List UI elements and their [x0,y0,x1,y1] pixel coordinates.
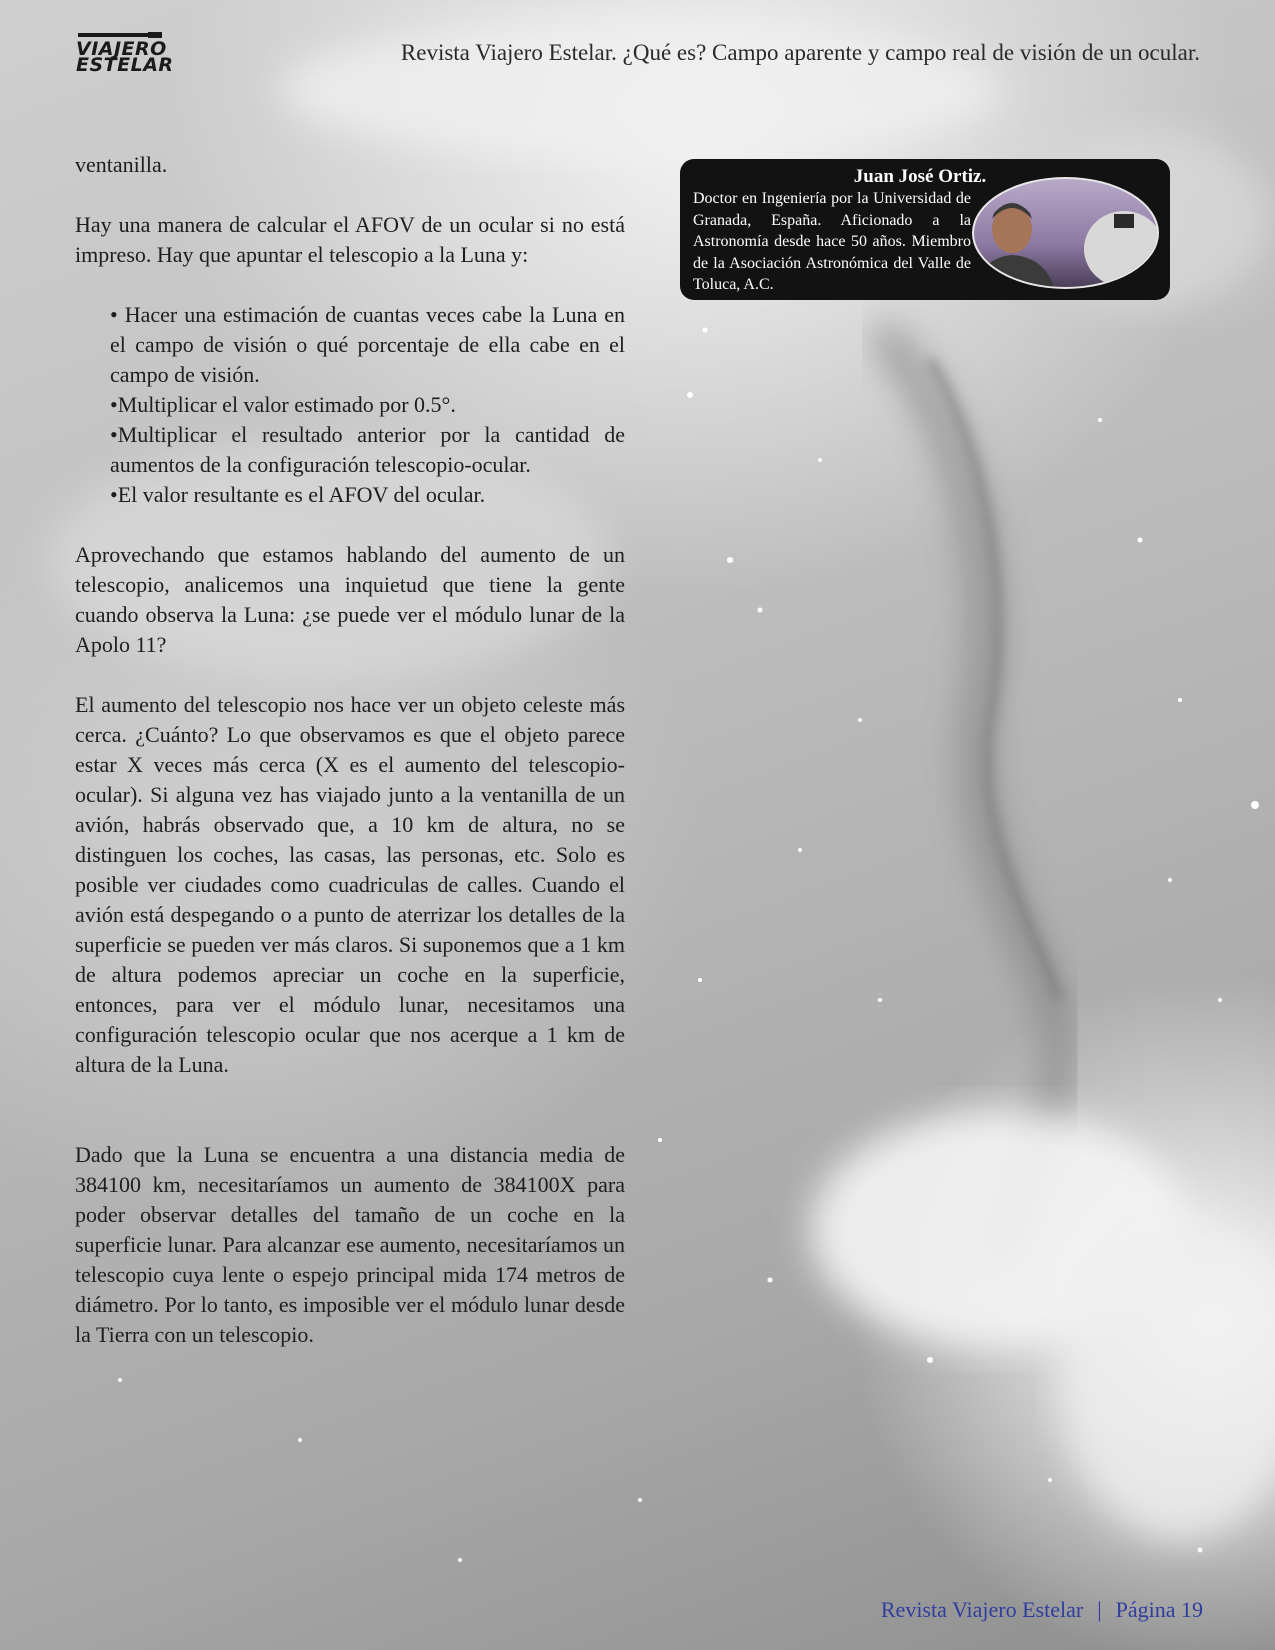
author-photo [972,177,1159,289]
list-item: •Multiplicar el resultado anterior por la cantidad de aumentos de la configuración telescopio-ocular. [110,422,625,477]
list-item: •Multiplicar el valor estimado por 0.5°. [110,392,456,417]
paragraph-ventanilla [75,150,625,180]
author-bio: Doctor en Ingeniería por la Universidad de Granada, España. Aficionado a la Astronomía desde hace 50 años. Miembro de la Asociación Astronómica del Valle de Toluca, A.C. [693,190,971,293]
paragraph-text: Hay una manera de calcular el AFOV de un ocular si no está impreso. Hay que apuntar el telescopio a la Luna y: [75,212,625,267]
header-title: Revista Viajero Estelar. ¿Qué es? Campo aparente y campo real de visión de un ocular. [400,40,1200,65]
logo-line2: ESTELAR [76,54,174,76]
footer-separator: | [1097,1597,1102,1622]
paragraph-aumento [75,690,625,1080]
paragraph-text: Aprovechando que estamos hablando del aumento de un telescopio, analicemos una inquietud que tiene la gente cuando observa la Luna: ¿se puede ver el módulo lunar de la Apolo 11? [75,542,625,657]
steps-list [110,300,625,510]
author-portrait-icon [974,179,1157,287]
list-item: •El valor resultante es el AFOV del ocular. [110,482,486,507]
list-item: • Hacer una estimación de cuantas veces cabe la Luna en el campo de visión o qué porcentaje de ella cabe en el campo de visión. [110,302,625,387]
author-name: Juan José Ortiz. [853,166,987,187]
page-number: Página 19 [1115,1597,1203,1622]
paragraph-text: ventanilla. [75,152,168,177]
magazine-logo [74,28,174,76]
paragraph-text: Dado que la Luna se encuentra a una distancia media de 384100 km, necesitaríamos un aumento de 384100X para poder observar detalles del tamaño de un coche en la superficie lunar. Para alcanzar ese aumento, necesitaríamos un telescopio cuya lente o espejo principal mida 174 metros de diámetro. Por lo tanto, es imposible ver el módulo lunar desde la Tierra con un telescopio. [75,1142,625,1347]
paragraph-text: El aumento del telescopio nos hace ver un objeto celeste más cerca. ¿Cuánto? Lo que observamos es que el objeto parece estar X veces más cerca (X es el aumento del telescopio-ocular). Si alguna vez has viajado junto a la ventanilla de un avión, habrás observado que, a 10 km de altura, no se distinguen los coches, las casas, las personas, etc. Solo es posible ver ciudades como cuadriculas de calles. Cuando el avión está despegando o a punto de aterrizar los detalles de la superficie se pueden ver más claros. Si suponemos que a 1 km de altura podemos apreciar un coche en la superficie, entonces, para ver el módulo lunar, necesitamos una configuración telescopio ocular que nos acerque a 1 km de altura de la Luna. [75,692,625,1077]
paragraph-afov-method [75,210,625,270]
page-footer [881,1597,1203,1623]
logo-line1: VIAJERO [76,38,167,60]
footer-magazine: Revista Viajero Estelar [880,1597,1084,1622]
author-card [680,159,1170,300]
paragraph-distancia [75,1140,625,1350]
paragraph-apolo [75,540,625,660]
